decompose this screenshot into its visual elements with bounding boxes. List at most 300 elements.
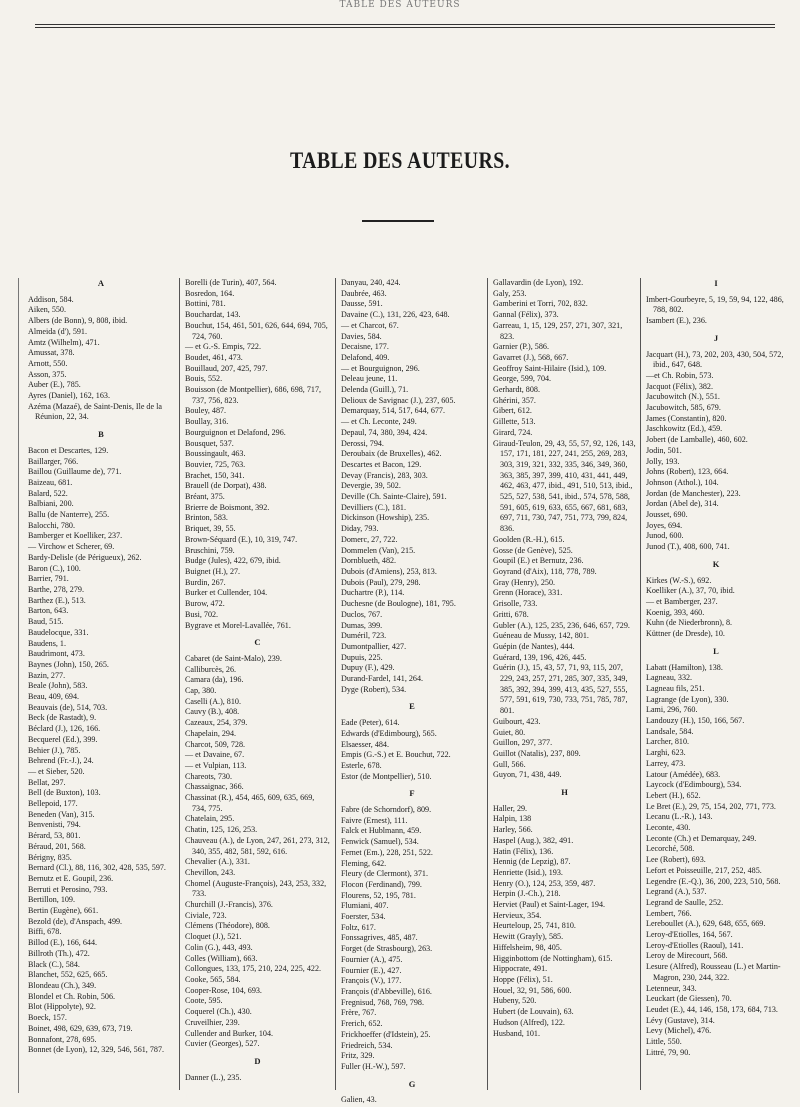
index-entry: Letenneur, 343. bbox=[646, 983, 697, 993]
index-entry: Dupuy (F.), 429. bbox=[341, 663, 395, 673]
index-entry: Beneden (Van), 315. bbox=[28, 809, 95, 819]
index-entry: Little, 550. bbox=[646, 1037, 682, 1047]
index-entry: Guillon, 297, 377. bbox=[493, 738, 553, 748]
index-entry: Ayres (Daniel), 162, 163. bbox=[28, 391, 110, 401]
index-entry: Hatin (Félix), 136. bbox=[493, 846, 554, 856]
index-entry: Busi, 702. bbox=[185, 609, 219, 619]
index-entry: Heurteloup, 25, 741, 810. bbox=[493, 921, 576, 931]
index-entry: Jacquart (H.), 73, 202, 203, 430, 504, 572, ibid., 647, 648. bbox=[646, 349, 784, 370]
index-entry: Almeida (d'), 591. bbox=[28, 326, 87, 336]
index-entry: Chatelain, 295. bbox=[185, 814, 235, 824]
index-entry: Haspel (Aug.), 382, 491. bbox=[493, 835, 574, 845]
index-entry: — et Ch. Leconte, 249. bbox=[341, 417, 417, 427]
index-entry: Bertillon, 109. bbox=[28, 895, 75, 905]
index-entry: Coote, 595. bbox=[185, 996, 223, 1006]
index-entry: Larghi, 623. bbox=[646, 748, 686, 758]
index-entry: Beale (John), 583. bbox=[28, 681, 88, 691]
index-entry: Baud, 515. bbox=[28, 617, 64, 627]
index-entry: Bazin, 277. bbox=[28, 670, 66, 680]
column-rule bbox=[179, 278, 180, 1090]
index-entry: Johnson (Athol.), 104. bbox=[646, 477, 719, 487]
index-entry: Albers (de Bonn), 9, 808, ibid. bbox=[28, 316, 128, 326]
index-entry: Depaul, 74, 380, 394, 424. bbox=[341, 427, 428, 437]
index-entry: Boeck, 157. bbox=[28, 1013, 67, 1023]
index-entry: François (V.), 177. bbox=[341, 976, 402, 986]
index-entry: Duchesne (de Boulogne), 181, 795. bbox=[341, 599, 456, 609]
index-entry: Lagneau, 332. bbox=[646, 673, 693, 683]
index-entry: Danner (L.), 235. bbox=[185, 1072, 242, 1082]
section-letter: D bbox=[254, 1055, 261, 1066]
index-entry: Bernutz et E. Goupil, 236. bbox=[28, 873, 114, 883]
index-entry: Collongues, 133, 175, 210, 224, 225, 422. bbox=[185, 964, 322, 974]
index-entry: Fenwick (Samuel), 534. bbox=[341, 837, 419, 847]
index-entry: Guérin (J.), 15, 43, 57, 71, 93, 115, 207, 229, 243, 257, 271, 285, 307, 335, 349, 385, 392, 394, 399, 413, 435, 527, 555, 577, 591, 619, 730, 733, 751, 785, 787, 801. bbox=[493, 663, 628, 716]
index-entry: Haller, 29. bbox=[493, 803, 528, 813]
index-entry: Bezold (de), d'Anspach, 499. bbox=[28, 916, 123, 926]
index-entry: Burdin, 267. bbox=[185, 577, 226, 587]
index-entry: — Virchow et Scherer, 69. bbox=[28, 542, 115, 552]
index-entry: Blondeau (Ch.), 349. bbox=[28, 981, 97, 990]
index-entry: Coquerel (Ch.), 430. bbox=[185, 1007, 252, 1017]
index-entry: Brinton, 583. bbox=[185, 513, 228, 523]
index-entry: Dyge (Robert), 534. bbox=[341, 684, 407, 694]
index-entry: Blanchet, 552, 625, 665. bbox=[28, 970, 108, 980]
index-entry: Goyrand (d'Aix), 118, 778, 789. bbox=[493, 566, 597, 576]
column-rule bbox=[335, 278, 336, 1090]
index-entry: Boullay, 316. bbox=[185, 417, 229, 427]
index-entry: Behrend (Fr.-J.), 24. bbox=[28, 756, 94, 766]
index-entry: Caselli (A.), 810. bbox=[185, 696, 241, 706]
index-entry: Garnier (P.), 586. bbox=[493, 342, 549, 352]
index-column-3 bbox=[341, 278, 483, 1105]
index-entry: Lefort et Poisseuille, 217, 252, 485. bbox=[646, 865, 762, 875]
index-entry: Delafond, 409. bbox=[341, 352, 390, 362]
index-entry: Bérard, 53, 801. bbox=[28, 831, 81, 841]
index-entry: Cruveilhier, 239. bbox=[185, 1017, 240, 1027]
index-entry: Chassinat (R.), 454, 465, 609, 635, 669, 734, 775. bbox=[185, 793, 315, 813]
index-entry: — et Bamberger, 237. bbox=[646, 596, 718, 606]
index-entry: Junod (T.), 408, 600, 741. bbox=[646, 542, 730, 552]
index-entry: Hervieux, 354. bbox=[493, 910, 542, 920]
index-entry: — et G.-S. Empis, 722. bbox=[185, 342, 261, 352]
index-entry: Foltz, 617. bbox=[341, 922, 376, 932]
index-entry: Jolly, 193. bbox=[646, 456, 680, 466]
index-entry: — et Davaine, 67. bbox=[185, 750, 245, 760]
index-entry: Dumontpallier, 427. bbox=[341, 641, 407, 651]
index-entry: Delenda (Guill.), 71. bbox=[341, 385, 409, 395]
index-entry: Labatt (Hamilton), 138. bbox=[646, 662, 723, 672]
index-entry: Husband, 101. bbox=[493, 1028, 540, 1038]
index-entry: Domerc, 27, 722. bbox=[341, 534, 398, 544]
index-entry: Barton, 643. bbox=[28, 606, 69, 616]
index-entry: Baudelocque, 331. bbox=[28, 627, 89, 637]
index-entry: Grisolle, 733. bbox=[493, 599, 538, 609]
index-entry: Fonssagrives, 485, 487. bbox=[341, 933, 418, 943]
index-entry: Guiet, 80. bbox=[493, 727, 526, 737]
index-entry: Dornblueth, 482. bbox=[341, 556, 397, 566]
index-entry: Auber (E.), 785. bbox=[28, 380, 81, 390]
index-entry: Harley, 566. bbox=[493, 825, 533, 835]
index-entry: Kuhn (de Niederbronn), 8. bbox=[646, 618, 733, 628]
index-entry: Lesure (Alfred), Rousseau (L.) et Martin-Magron, 230, 244, 322. bbox=[646, 962, 781, 982]
index-entry: Gubler (A.), 125, 235, 236, 646, 657, 729. bbox=[493, 620, 630, 630]
index-entry: Jacubowitch (N.), 551. bbox=[646, 392, 720, 402]
index-entry: Bernard (Cl.), 88, 116, 302, 428, 535, 597. bbox=[28, 863, 166, 873]
index-entry: Baizeau, 681. bbox=[28, 477, 73, 487]
index-entry: Küttner (de Dresde), 10. bbox=[646, 629, 725, 639]
index-entry: Larrey, 473. bbox=[646, 758, 686, 768]
index-entry: Dausse, 591. bbox=[341, 299, 383, 309]
index-entry: Béclard (J.), 126, 166. bbox=[28, 724, 101, 734]
index-entry: Aiken, 550. bbox=[28, 305, 66, 315]
index-entry: Leroy-d'Etiolles, 164, 567. bbox=[646, 930, 733, 940]
running-head: TABLE DES AUTEURS bbox=[339, 0, 461, 10]
index-entry: Berruti et Perosino, 793. bbox=[28, 884, 108, 894]
index-entry: Garreau, 1, 15, 129, 257, 271, 307, 321, 823. bbox=[493, 320, 623, 341]
index-entry: Herpin (J.-Ch.), 218. bbox=[493, 889, 561, 899]
index-entry: Brachet, 150, 341. bbox=[185, 470, 245, 480]
index-entry: Lagneau fils, 251. bbox=[646, 683, 705, 693]
section-letter: J bbox=[713, 332, 719, 343]
index-entry: Bosredon, 164. bbox=[185, 288, 235, 298]
index-entry: Laycock (d'Edimbourg), 534. bbox=[646, 780, 742, 790]
index-entry: Hubeny, 520. bbox=[493, 996, 537, 1006]
index-entry: Ghérini, 357. bbox=[493, 395, 536, 405]
index-entry: Devilliers (C.), 181. bbox=[341, 502, 406, 512]
index-entry: Hennig (de Lepzig), 87. bbox=[493, 857, 571, 867]
index-entry: Arnott, 550. bbox=[28, 358, 68, 368]
index-column-5 bbox=[646, 278, 786, 1090]
index-entry: Joyes, 694. bbox=[646, 520, 683, 530]
index-entry: Bellat, 297. bbox=[28, 777, 66, 787]
index-entry: Hubert (de Louvain), 63. bbox=[493, 1007, 574, 1017]
index-entry: Gosse (de Genève), 525. bbox=[493, 545, 573, 555]
index-entry: Lagrange (de Lyon), 330. bbox=[646, 694, 729, 704]
index-entry: Elsaesser, 484. bbox=[341, 739, 390, 749]
index-entry: Brown-Séquard (E.), 10, 319, 747. bbox=[185, 534, 298, 544]
index-entry: Jousset, 690. bbox=[646, 510, 688, 520]
page-title: TABLE DES AUTEURS. bbox=[289, 148, 511, 173]
index-entry: Jordan (Abel de), 314. bbox=[646, 499, 719, 509]
index-entry: Addison, 584. bbox=[28, 294, 74, 304]
index-entry: Cooper-Rose, 104, 693. bbox=[185, 985, 262, 995]
top-rule-2 bbox=[35, 27, 775, 28]
index-entry: Frère, 767. bbox=[341, 1008, 377, 1018]
index-entry: Dubois (d'Amiens), 253, 813. bbox=[341, 566, 437, 576]
index-entry: Junod, 600. bbox=[646, 531, 684, 541]
section-letter: I bbox=[714, 278, 718, 288]
index-entry: Kirkes (W.-S.), 692. bbox=[646, 575, 712, 585]
index-entry: Lecanu (L.-R.), 143. bbox=[646, 812, 713, 822]
index-entry: Duméril, 723. bbox=[341, 631, 387, 641]
index-entry: Buignet (H.), 27. bbox=[185, 566, 241, 576]
index-entry: Fabre (de Schorndorf), 809. bbox=[341, 805, 432, 815]
index-entry: Koelliker (A.), 37, 70, ibid. bbox=[646, 586, 735, 596]
index-entry: Bouchut, 154, 461, 501, 626, 644, 694, 705, 724, 760. bbox=[185, 320, 328, 341]
index-entry: Jobert (de Lamballe), 460, 602. bbox=[646, 435, 748, 445]
index-entry: Hudson (Alfred), 122. bbox=[493, 1017, 565, 1027]
index-entry: Bertin (Eugène), 661. bbox=[28, 906, 99, 916]
index-entry: Chomel (Auguste-François), 243, 253, 332, 733. bbox=[185, 878, 327, 899]
index-entry: Bonnet (de Lyon), 12, 329, 546, 561, 787. bbox=[28, 1045, 165, 1055]
index-entry: Billroth (Th.), 472. bbox=[28, 948, 90, 958]
index-entry: Leroy-d'Etiolles (Raoul), 141. bbox=[646, 940, 744, 950]
index-entry: Eade (Peter), 614. bbox=[341, 718, 400, 728]
index-entry: Dickinson (Howship), 235. bbox=[341, 513, 430, 523]
index-entry: Bell (de Buxton), 103. bbox=[28, 788, 101, 798]
index-entry: Grenn (Horace), 331. bbox=[493, 588, 563, 598]
section-letter: H bbox=[561, 787, 568, 798]
column-rule bbox=[640, 278, 641, 1090]
index-entry: Bouchardat, 143. bbox=[185, 310, 241, 320]
index-entry: Chareots, 730. bbox=[185, 771, 232, 781]
index-entry: Briquet, 39, 55. bbox=[185, 524, 236, 534]
index-entry: Foerster, 534. bbox=[341, 912, 386, 922]
index-entry: Bottini, 781. bbox=[185, 299, 226, 309]
index-entry: Chauveau (A.), de Lyon, 247, 261, 273, 312, 340, 355, 482, 581, 592, 616. bbox=[185, 835, 330, 856]
index-entry: Leconte (Ch.) et Demarquay, 249. bbox=[646, 833, 757, 843]
index-entry: Forget (de Strasbourg), 263. bbox=[341, 944, 433, 954]
index-entry: Leuckart (de Giessen), 70. bbox=[646, 994, 732, 1004]
index-entry: Jacubowitch, 585, 679. bbox=[646, 403, 721, 413]
index-entry: Friedreich, 534. bbox=[341, 1040, 393, 1050]
index-entry: Gerhardt, 808. bbox=[493, 385, 540, 395]
index-column-2 bbox=[185, 278, 330, 1090]
section-letter: L bbox=[713, 645, 719, 656]
index-entry: Brierre de Boismont, 392. bbox=[185, 502, 270, 512]
index-entry: Jaschkowitz (Ed.), 459. bbox=[646, 424, 723, 434]
index-entry: Cauvy (B.), 408. bbox=[185, 707, 240, 717]
index-entry: Cullender and Burker, 104. bbox=[185, 1028, 274, 1038]
index-entry: Balard, 522. bbox=[28, 488, 68, 498]
index-entry: Latour (Amédée), 683. bbox=[646, 769, 721, 779]
index-entry: Legrand de Saulle, 252. bbox=[646, 897, 724, 907]
index-entry: Jodin, 501. bbox=[646, 445, 682, 455]
index-entry: Balocchi, 780. bbox=[28, 520, 75, 530]
index-entry: Empis (G.-S.) et E. Bouchut, 722. bbox=[341, 750, 451, 760]
section-letter: A bbox=[97, 278, 105, 288]
index-entry: Lembert, 766. bbox=[646, 908, 692, 918]
index-entry: Davaine (C.), 131, 226, 423, 648. bbox=[341, 310, 450, 320]
index-entry: Leroy de Mirecourt, 568. bbox=[646, 951, 728, 961]
index-entry: Amussat, 378. bbox=[28, 348, 75, 358]
index-entry: — et Vulpian, 113. bbox=[185, 760, 247, 770]
index-entry: Gillette, 513. bbox=[493, 417, 536, 427]
index-entry: James (Constantin), 820. bbox=[646, 413, 727, 423]
index-entry: Demarquay, 514, 517, 644, 677. bbox=[341, 406, 446, 416]
index-entry: Fournier (A.), 475. bbox=[341, 954, 403, 964]
index-entry: Chassaignac, 366. bbox=[185, 782, 244, 792]
index-entry: Baudrimont, 473. bbox=[28, 649, 85, 659]
index-entry: Behier (J.), 785. bbox=[28, 745, 81, 755]
index-entry: Bamberger et Koelliker, 237. bbox=[28, 531, 123, 541]
index-entry: Benvenisti, 794. bbox=[28, 820, 81, 830]
section-letter: F bbox=[409, 788, 415, 799]
index-entry: Levy (Michel), 476. bbox=[646, 1026, 712, 1036]
index-entry: Colin (G.), 443, 493. bbox=[185, 942, 253, 952]
index-entry: Deville (Ch. Sainte-Claire), 591. bbox=[341, 492, 447, 502]
index-entry: Borelli (de Turin), 407, 564. bbox=[185, 278, 277, 287]
index-entry: Baron (C.), 100. bbox=[28, 563, 81, 573]
index-entry: Giraud-Teulon, 29, 43, 55, 57, 92, 126, 143, 157, 171, 181, 227, 241, 255, 269, 283, 303, 319, 321, 332, 335, 346, 349, 360, 363, 385, 397, 399, 410, 431, 441, 449, 462, 463, 477, ibid., 491, 510, 513, ibid., 525, 527, 538, 541, ibid., 574, 578, 588, 591, 605, 619, 633, 655, 667, 681, 683, 697, 711, 730, 747, 751, 773, 799, 824, 836. bbox=[493, 438, 636, 534]
index-entry: Deleau jeune, 11. bbox=[341, 374, 398, 384]
index-entry: Azéma (Mazaé), de Saint-Denis, Ile de la Réunion, 22, 34. bbox=[28, 401, 162, 422]
index-entry: Beau, 409, 694. bbox=[28, 692, 80, 702]
index-entry: Fregnisud, 768, 769, 798. bbox=[341, 997, 424, 1007]
index-entry: Burow, 472. bbox=[185, 599, 225, 609]
index-entry: Diday, 793. bbox=[341, 524, 379, 534]
index-entry: Hiffelsheim, 98, 405. bbox=[493, 942, 562, 952]
section-letter: G bbox=[408, 1078, 416, 1089]
index-entry: Deroubaix (de Bruxelles), 462. bbox=[341, 449, 442, 459]
index-columns bbox=[18, 278, 790, 1105]
section-letter: E bbox=[409, 701, 415, 712]
index-entry: Leconte, 430. bbox=[646, 823, 691, 833]
index-entry: Guyon, 71, 438, 449. bbox=[493, 770, 562, 780]
index-entry: Legendre (E.-Q.), 36, 200, 223, 510, 568. bbox=[646, 876, 781, 886]
index-entry: Falck et Hublmann, 459. bbox=[341, 826, 422, 836]
index-entry: Black (C.), 584. bbox=[28, 959, 80, 969]
index-entry: Duclos, 767. bbox=[341, 609, 383, 619]
index-entry: Dommelen (Van), 215. bbox=[341, 545, 416, 555]
index-entry: Cazeaux, 254, 379. bbox=[185, 718, 248, 728]
index-entry: Cabaret (de Saint-Malo), 239. bbox=[185, 653, 282, 663]
index-entry: Billod (E.), 166, 644. bbox=[28, 938, 98, 948]
index-entry: Jacquot (Félix), 382. bbox=[646, 381, 713, 391]
index-entry: Chevalier (A.), 331. bbox=[185, 857, 250, 867]
index-entry: Duchartre (P.), 114. bbox=[341, 588, 405, 598]
index-entry: Herviet (Paul) et Saint-Lager, 194. bbox=[493, 900, 606, 910]
index-entry: Churchill (J.-Francis), 376. bbox=[185, 900, 273, 910]
index-entry: Decaisne, 177. bbox=[341, 342, 389, 352]
index-entry: Flourens, 52, 195, 781. bbox=[341, 890, 416, 900]
index-entry: Cooke, 565, 584. bbox=[185, 975, 241, 984]
index-entry: Guépin (de Nantes), 444. bbox=[493, 641, 575, 651]
index-entry: Beauvais (de), 514, 703. bbox=[28, 702, 108, 712]
index-entry: Camara (da), 196. bbox=[185, 675, 244, 685]
index-entry: Boudet, 461, 473. bbox=[185, 352, 243, 362]
index-entry: Legrand (A.), 537. bbox=[646, 887, 707, 897]
index-entry: Clémens (Théodore), 808. bbox=[185, 921, 270, 931]
index-entry: Blot (Hippolyte), 92. bbox=[28, 1002, 96, 1012]
title-rule bbox=[362, 220, 434, 222]
index-entry: — et Bourguignon, 296. bbox=[341, 363, 420, 373]
index-entry: Flocon (Ferdinand), 799. bbox=[341, 879, 422, 889]
index-entry: Barthe, 278, 279. bbox=[28, 584, 84, 594]
index-entry: Gamberini et Torri, 702, 832. bbox=[493, 299, 588, 309]
section-letter: C bbox=[254, 637, 261, 648]
index-entry: Jordan (de Manchester), 223. bbox=[646, 488, 741, 498]
index-entry: Bouisson (de Montpellier), 686, 698, 717, 737, 756, 823. bbox=[185, 385, 322, 405]
index-entry: François (d'Abbeville), 616. bbox=[341, 987, 432, 996]
index-entry: Cap, 380. bbox=[185, 686, 217, 696]
index-entry: Henriette (Isid.), 193. bbox=[493, 867, 563, 877]
index-entry: Fuller (H.-W.), 597. bbox=[341, 1061, 406, 1071]
index-entry: Faivre (Ernest), 111. bbox=[341, 815, 408, 825]
index-entry: Higginbottom (de Nottingham), 615. bbox=[493, 953, 613, 963]
index-entry: Guérard, 139, 196, 426, 445. bbox=[493, 652, 587, 662]
index-entry: Chatin, 125, 126, 253. bbox=[185, 825, 258, 835]
index-entry: Fleming, 642. bbox=[341, 858, 387, 868]
index-entry: —et Ch. Robin, 573. bbox=[646, 370, 714, 380]
index-entry: — et Charcot, 67. bbox=[341, 320, 399, 330]
index-entry: Gray (Henry), 250. bbox=[493, 577, 556, 587]
index-entry: Durand-Fardel, 141, 264. bbox=[341, 674, 424, 684]
index-entry: Bouillaud, 207, 425, 797. bbox=[185, 363, 268, 373]
index-entry: Amtz (Wilhelm), 471. bbox=[28, 337, 100, 347]
index-entry: Biffi, 678. bbox=[28, 927, 62, 937]
index-entry: Bygrave et Morel-Lavallée, 761. bbox=[185, 620, 291, 630]
index-entry: Hoppe (Félix), 51. bbox=[493, 975, 553, 984]
index-entry: Guibourt, 423. bbox=[493, 716, 541, 726]
index-entry: Bréant, 375. bbox=[185, 492, 225, 502]
index-entry: Bellepoid, 177. bbox=[28, 799, 78, 809]
index-entry: Charcot, 509, 728. bbox=[185, 739, 246, 749]
index-entry: Bardy-Delisle (de Périgueux), 262. bbox=[28, 552, 142, 562]
index-entry: Goolden (R.-H.), 615. bbox=[493, 534, 565, 544]
index-entry: Barrier, 791. bbox=[28, 574, 69, 584]
index-entry: Chevillon, 243. bbox=[185, 867, 236, 877]
index-entry: Lebert (H.), 652. bbox=[646, 790, 701, 800]
index-entry: Houel, 32, 91, 586, 600. bbox=[493, 985, 572, 995]
index-entry: Devay (Francis), 283, 303. bbox=[341, 470, 428, 480]
index-entry: Calliburcès, 26. bbox=[185, 664, 237, 674]
top-rule bbox=[35, 24, 775, 25]
index-entry: Bourguignon et Delafond, 296. bbox=[185, 427, 286, 437]
index-entry: Guéneau de Mussy, 142, 801. bbox=[493, 631, 589, 641]
index-entry: Gavarret (J.), 568, 667. bbox=[493, 352, 569, 362]
index-entry: Dupuis, 225. bbox=[341, 652, 383, 662]
index-entry: Bérigny, 835. bbox=[28, 852, 72, 862]
index-entry: Gull, 566. bbox=[493, 759, 526, 769]
index-entry: Edwards (d'Edimbourg), 565. bbox=[341, 728, 437, 738]
index-entry: Landsale, 584. bbox=[646, 726, 694, 736]
index-entry: Gannal (Félix), 373. bbox=[493, 310, 559, 320]
index-entry: Frerich, 652. bbox=[341, 1019, 383, 1029]
index-entry: Koenig, 393, 460. bbox=[646, 607, 705, 617]
index-column-1 bbox=[28, 278, 174, 1090]
index-entry: Bacon et Descartes, 129. bbox=[28, 445, 109, 455]
column-rule bbox=[487, 278, 488, 1090]
index-entry: Blondel et Ch. Robin, 506. bbox=[28, 991, 116, 1001]
index-entry: Colles (William), 663. bbox=[185, 953, 258, 963]
index-entry: Goupil (E.) et Bernutz, 236. bbox=[493, 556, 584, 566]
index-entry: Frickhoeffer (d'Idstein), 25. bbox=[341, 1029, 431, 1039]
index-entry: Hewitt (Grayly), 585. bbox=[493, 932, 564, 942]
index-entry: Gallavardin (de Lyon), 192. bbox=[493, 278, 584, 287]
index-entry: Imbert-Gourbeyre, 5, 19, 59, 94, 122, 486, 788, 802. bbox=[646, 294, 784, 315]
index-entry: Galien, 43. bbox=[341, 1095, 377, 1105]
index-entry: Isambert (E.), 236. bbox=[646, 316, 707, 326]
index-entry: Devergie, 39, 502. bbox=[341, 481, 401, 491]
index-entry: Cloquet (J.), 521. bbox=[185, 932, 242, 942]
index-entry: Lee (Robert), 693. bbox=[646, 855, 706, 865]
index-entry: Landouzy (H.), 150, 166, 567. bbox=[646, 716, 745, 726]
index-column-4 bbox=[493, 278, 636, 1090]
index-entry: Hippocrate, 491. bbox=[493, 964, 548, 974]
index-entry: Baillou (Guillaume de), 771. bbox=[28, 467, 122, 477]
index-entry: Geoffroy Saint-Hilaire (Isid.), 109. bbox=[493, 363, 607, 373]
index-entry: Fournier (E.), 427. bbox=[341, 965, 402, 975]
index-entry: Bousquet, 537. bbox=[185, 438, 234, 448]
index-entry: Baudens, 1. bbox=[28, 638, 66, 648]
index-entry: Cuvier (Georges), 527. bbox=[185, 1039, 260, 1049]
index-entry: Girard, 724. bbox=[493, 427, 533, 437]
index-entry: Galy, 253. bbox=[493, 288, 527, 298]
index-entry: Civiale, 723. bbox=[185, 910, 227, 920]
index-entry: Chapelain, 294. bbox=[185, 728, 237, 738]
section-letter: B bbox=[98, 429, 104, 440]
